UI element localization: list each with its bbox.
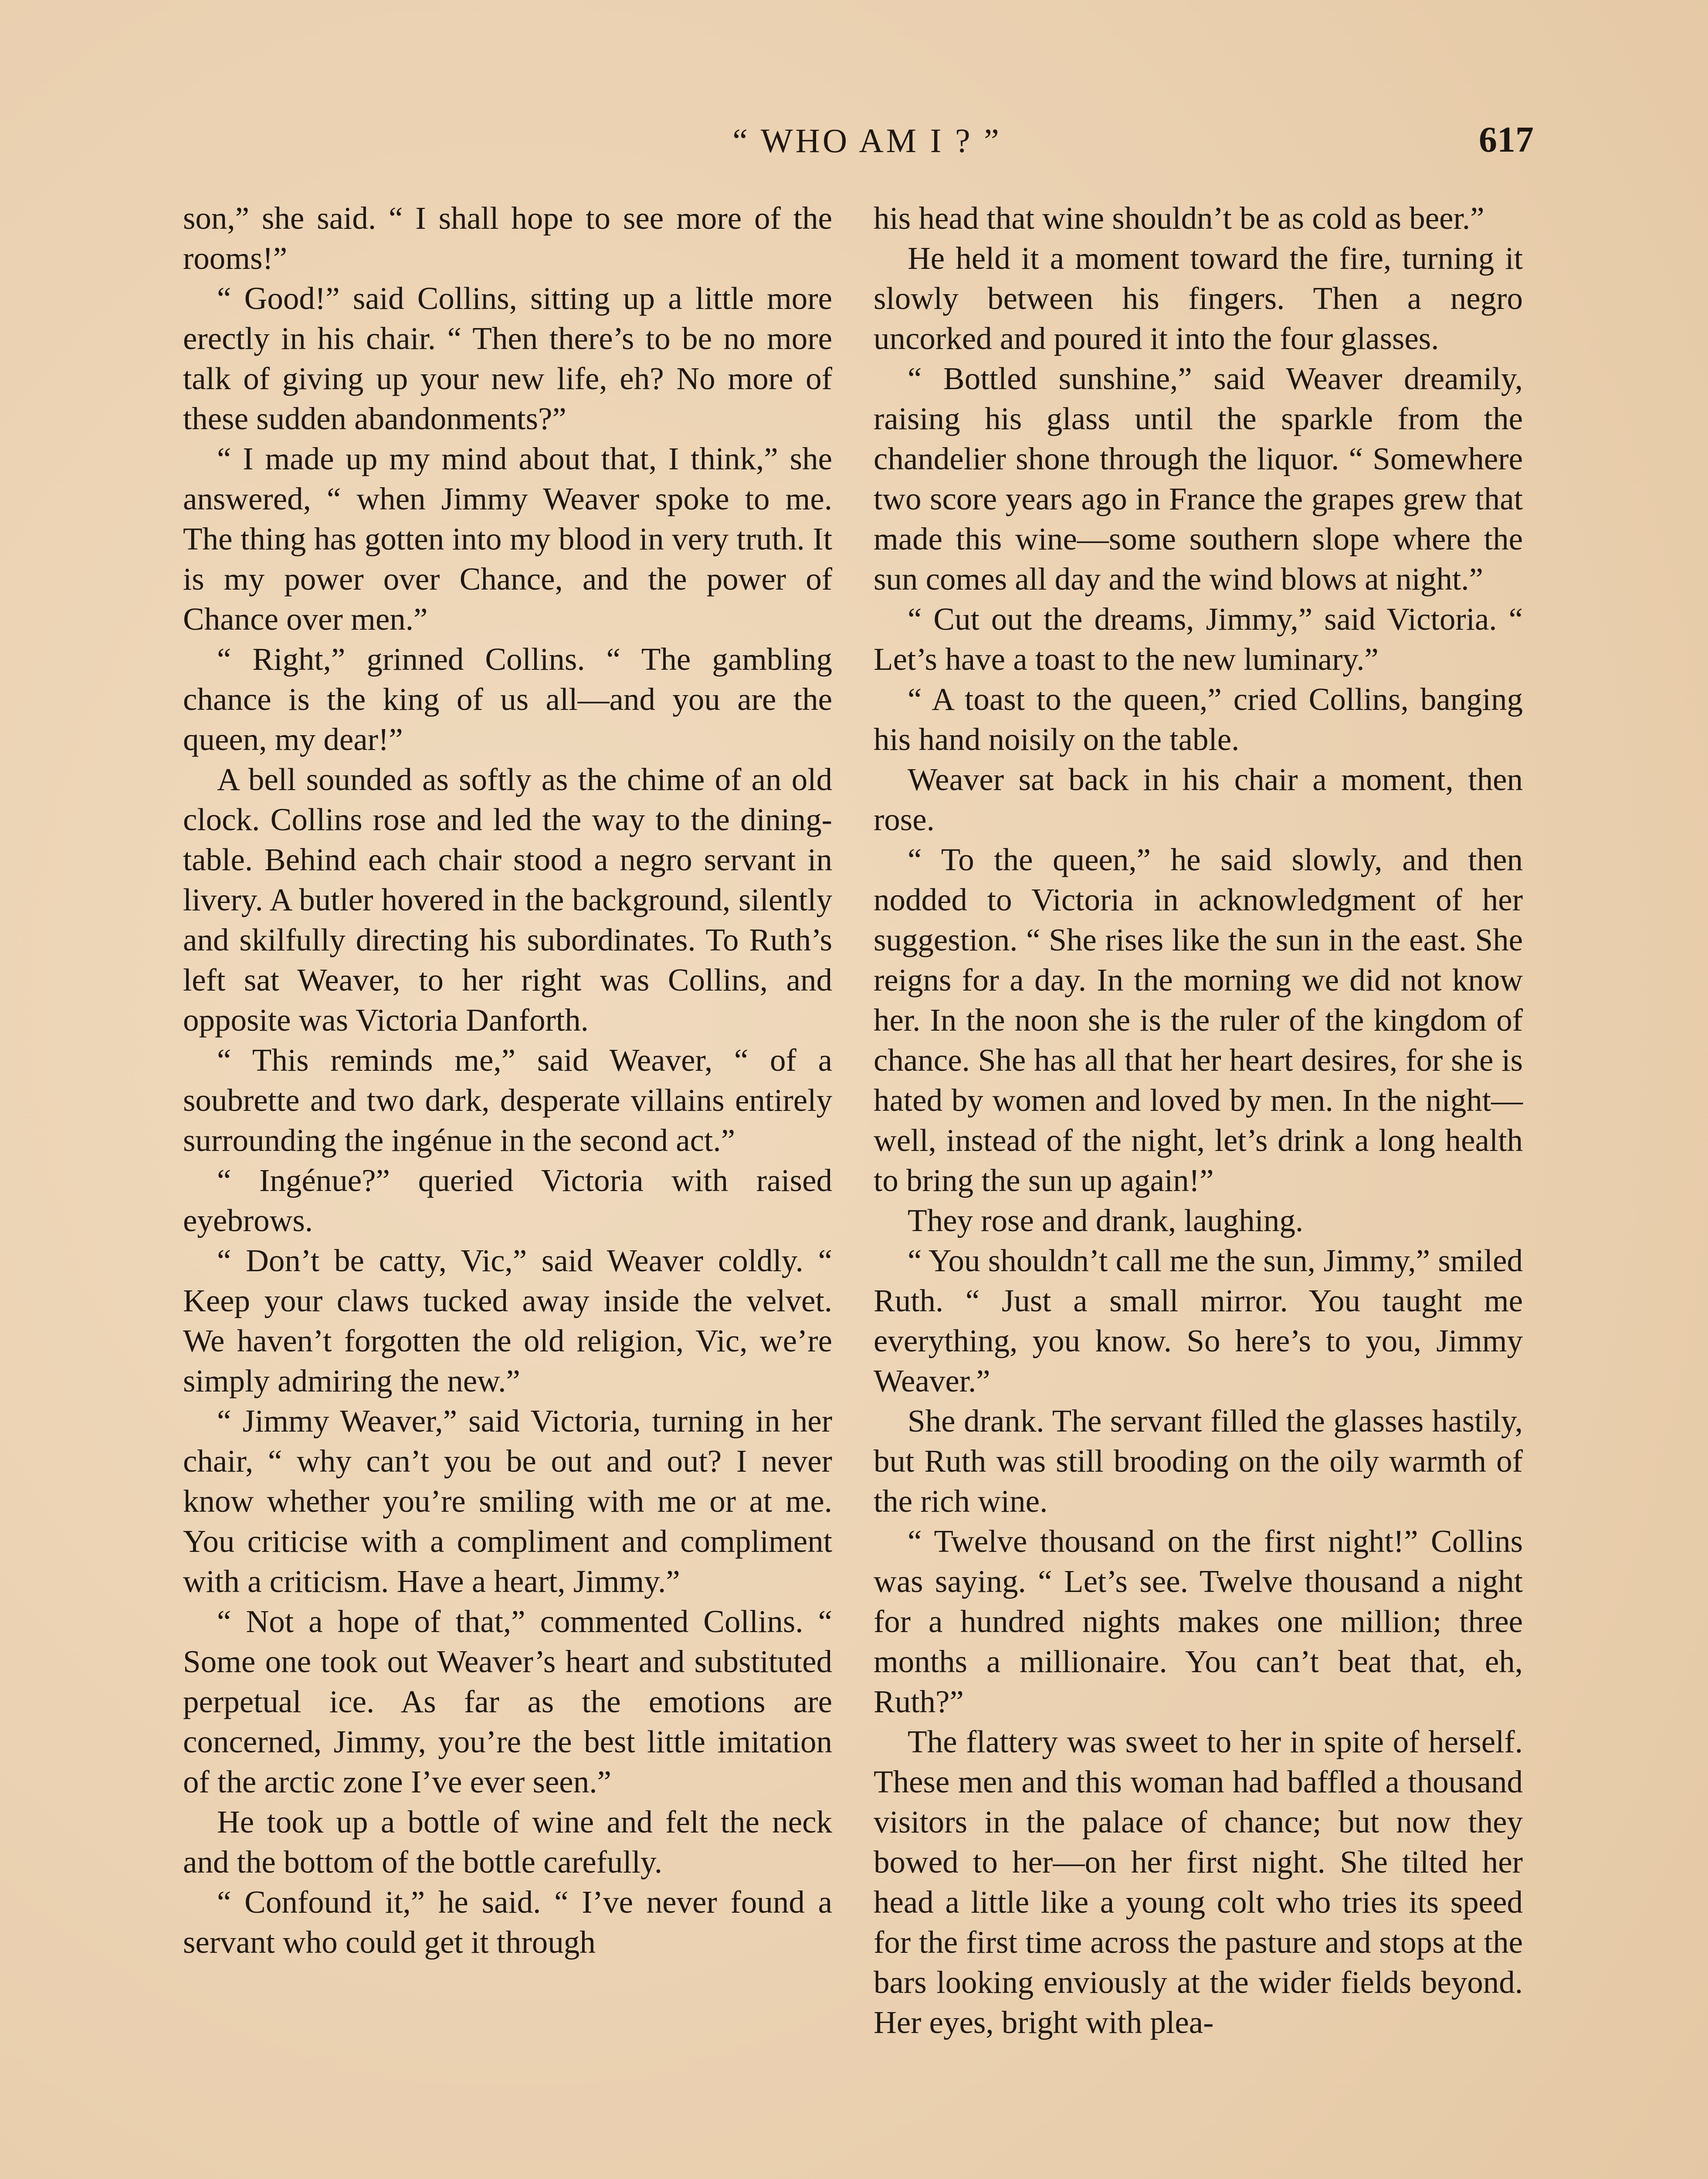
paragraph: “ Good!” said Collins, sitting up a little more erectly in his chair. “ Then there’s to be no more talk of giving up your new life, eh? No more of these sudden abandonments?” (183, 281, 832, 436)
paragraph: “ Right,” grinned Collins. “ The gambling chance is the king of us all—and you are the queen, my dear!” (183, 641, 832, 757)
paragraph: “ A toast to the queen,” cried Collins, banging his hand noisily on the table. (874, 682, 1523, 757)
paragraph: “ I made up my mind about that, I think,” she answered, “ when Jimmy Weaver spoke to me. The thing has gotten into my blood in very truth. It is my power over Chance, and the power of Chance over men.” (183, 441, 832, 637)
paragraph: “ This reminds me,” said Weaver, “ of a soubrette and two dark, desperate villains entirely surrounding the ingénue in the second act.” (183, 1042, 832, 1158)
paragraph: son,” she said. “ I shall hope to see more of the rooms!” (183, 200, 832, 276)
paragraph: his head that wine shouldn’t be as cold as beer.” (874, 200, 1484, 236)
paragraph: “ To the queen,” he said slowly, and then nodded to Victoria in acknowledgment of her suggestion. “ She rises like the sun in the east. She reigns for a day. In the morning we did not know her. In the noon she is the ruler of the kingdom of chance. She has all that her heart desires, for she is hated by women and loved by men. In the night—well, instead of the night, let’s drink a long health to bring the sun up again!” (874, 842, 1523, 1198)
paragraph: “ Don’t be catty, Vic,” said Weaver coldly. “ Keep your claws tucked away inside the velvet. We haven’t forgotten the old religion, Vic, we’re simply admiring the new.” (183, 1243, 832, 1398)
paragraph: “ Ingénue?” queried Victoria with raised eyebrows. (183, 1163, 832, 1238)
paragraph: “ Cut out the dreams, Jimmy,” said Victoria. “ Let’s have a toast to the new luminary.” (874, 601, 1523, 677)
paragraph: “ Jimmy Weaver,” said Victoria, turning in her chair, “ why can’t you be out and out? I never know whether you’re smiling with me or at me. You criticise with a compliment and compliment with a criticism. Have a heart, Jimmy.” (183, 1403, 832, 1599)
right-column (874, 198, 1523, 2043)
paragraph: “ Bottled sunshine,” said Weaver dreamily, raising his glass until the sparkle from the chandelier shone through the liquor. “ Somewhere two score years ago in France the grapes grew that made this wine—some southern slope where the sun comes all day and the wind blows at night.” (874, 361, 1523, 597)
paragraph: “ Twelve thousand on the first night!” Collins was saying. “ Let’s see. Twelve thousand a night for a hundred nights makes one million; three months a millionaire. You can’t beat that, eh, Ruth?” (874, 1524, 1523, 1719)
page-number: 617 (1479, 119, 1534, 160)
paragraph: He held it a moment toward the fire, turning it slowly between his fingers. Then a negro uncorked and poured it into the four glasses. (874, 241, 1523, 356)
running-head: “ WHO AM I ? ” (732, 122, 1002, 160)
paragraph: Weaver sat back in his chair a moment, then rose. (874, 762, 1523, 837)
paragraph: “ Not a hope of that,” commented Collins. “ Some one took out Weaver’s heart and substituted perpetual ice. As far as the emotions are concerned, Jimmy, you’re the best little imitation of the arctic zone I’ve ever seen.” (183, 1604, 832, 1799)
paragraph: She drank. The servant filled the glasses hastily, but Ruth was still brooding on the oily warmth of the rich wine. (874, 1403, 1523, 1519)
paragraph: “ You shouldn’t call me the sun, Jimmy,” smiled Ruth. “ Just a small mirror. You taught me everything, you know. So here’s to you, Jimmy Weaver.” (874, 1243, 1523, 1398)
paragraph: A bell sounded as softly as the chime of an old clock. Collins rose and led the way to the dining-table. Behind each chair stood a negro servant in livery. A butler hovered in the background, silently and skilfully directing his subordinates. To Ruth’s left sat Weaver, to her right was Collins, and opposite was Victoria Danforth. (183, 762, 832, 1038)
paragraph: They rose and drank, laughing. (908, 1203, 1304, 1238)
paragraph: He took up a bottle of wine and felt the neck and the bottom of the bottle carefully. (183, 1804, 832, 1880)
paragraph: The flattery was sweet to her in spite of herself. These men and this woman had baffled a thousand visitors in the palace of chance; but now they bowed to her—on her first night. She tilted her head a little like a young colt who tries its speed for the first time across the pasture and stops at the bars looking enviously at the wider fields beyond. Her eyes, bright with plea- (874, 1724, 1523, 2040)
left-column (183, 198, 832, 1962)
paragraph: “ Confound it,” he said. “ I’ve never found a servant who could get it through (183, 1884, 832, 1960)
